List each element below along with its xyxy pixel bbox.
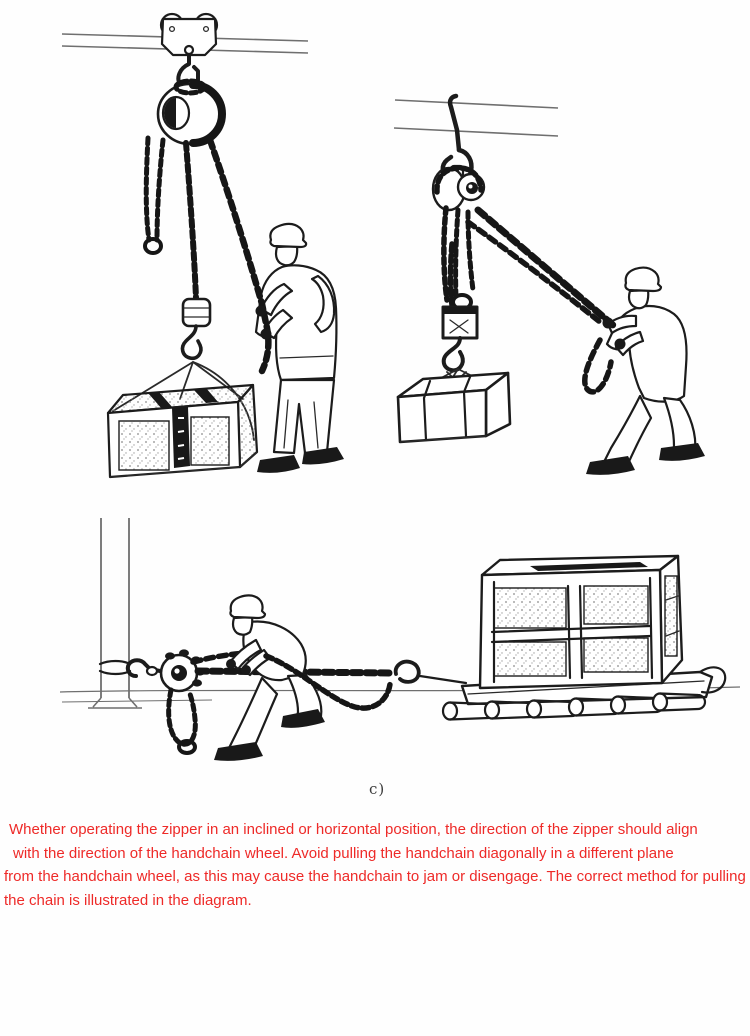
- load-chain-a: [186, 143, 196, 298]
- chain-block-a: [158, 81, 222, 144]
- chain-block-b: [433, 166, 484, 210]
- load-hook-block-b: [443, 307, 477, 370]
- figure-inclined-pull: [394, 96, 705, 475]
- figure-vertical-pull: [62, 14, 344, 477]
- slack-chain-c: [266, 656, 390, 708]
- crate-a: [108, 385, 257, 477]
- caption: [4, 818, 748, 912]
- beam-trolley: [161, 14, 217, 55]
- pull-hook-c: [396, 662, 466, 683]
- pulled-hand-chain-b: [468, 210, 626, 392]
- caption-line-4: the chain is illustrated in the diagram.: [4, 891, 252, 909]
- crate-b: [398, 373, 510, 442]
- anchor-post: [88, 518, 142, 708]
- hand-chain-loop-a: [145, 138, 163, 253]
- hand-chain-dangle-c: [169, 690, 196, 753]
- anchor-hook-c: [128, 660, 160, 676]
- caption-line-1: Whether operating the zipper in an inclined or horizontal position, the direction of the zipper should align: [9, 821, 698, 838]
- caption-line-3: from the handchain wheel, as this may cause the handchain to jam or disengage. The correct method for pulling: [4, 868, 746, 886]
- bottom-hook-block-a: [183, 299, 210, 358]
- pulled-hand-chain-a: [210, 140, 272, 371]
- overhead-beam-b: [394, 100, 558, 136]
- figure-label: c): [369, 780, 386, 798]
- crate-c: [480, 556, 682, 688]
- figure-horizontal-pull: [60, 518, 740, 761]
- worker-b: [586, 268, 705, 475]
- caption-line-2: with the direction of the handchain wheel. Avoid pulling the handchain diagonally in a different plane: [13, 844, 674, 862]
